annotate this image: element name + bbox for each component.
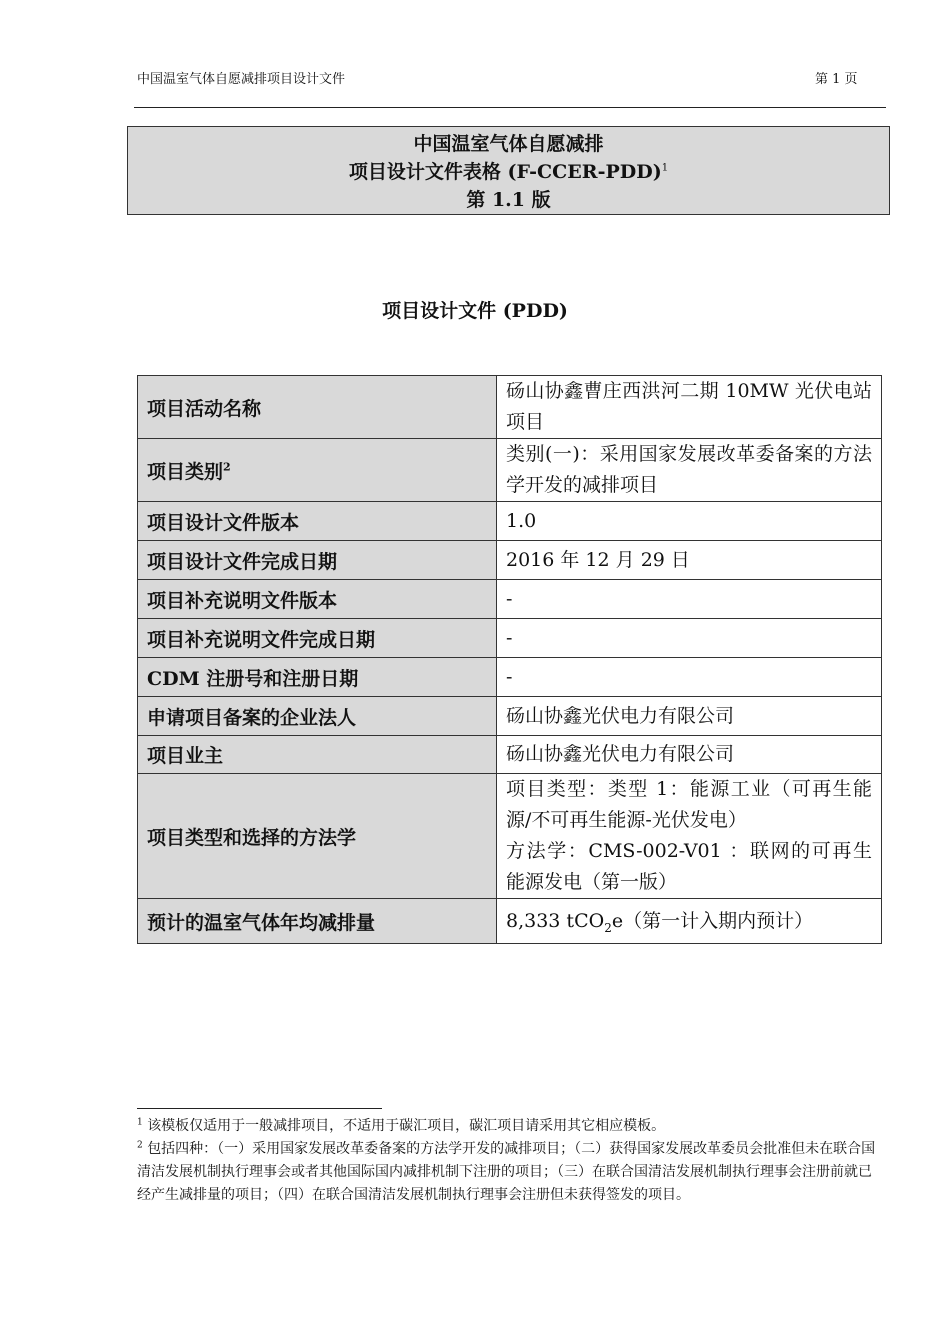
footnote-item: $^1$ 该模板仅适用于一般减排项目，不适用于碳汇项目，碳汇项目请采用其它相应模板。 xyxy=(137,1117,666,1134)
footnote-divider xyxy=(137,1108,382,1109)
table-row xyxy=(138,541,882,580)
table-row xyxy=(138,580,882,619)
row-label: 项目活动名称 xyxy=(138,376,497,439)
row-label: 预计的温室气体年均减排量 xyxy=(138,899,497,944)
footnote-ref-2: 2 xyxy=(223,460,231,474)
document-title: 项目设计文件 (PDD) xyxy=(382,300,568,322)
table-row xyxy=(138,502,882,541)
footnote-ref-1: 1 xyxy=(661,162,669,174)
form-version: 第 1.1 版 xyxy=(466,189,551,211)
row-label: 项目业主 xyxy=(138,736,497,774)
footnote-item: $^2$ 包括四种：（一）采用国家发展改革委备案的方法学开发的减排项目；（二）获得国家发展改革委员会批准但未在联合国清洁发展机制执行理事会或者其他国际国内减排机制下注册的项目；（三）在联合国清洁发展机制执行理事会注册前就已经产生减排量的项目；（四）在联合国清洁发展机制执行理事会注册但未获得签发的项目。 xyxy=(137,1140,876,1203)
row-value: 砀山协鑫曹庄西洪河二期 10MW 光伏电站项目 xyxy=(497,376,882,439)
page-number: 第 1 页 xyxy=(815,72,858,87)
methodology-text: 方法学：CMS-002-V01 ：联网的可再生能源发电（第一版） xyxy=(506,840,872,893)
header-divider xyxy=(134,107,886,108)
row-label: 项目补充说明文件完成日期 xyxy=(138,619,497,658)
row-label: 项目设计文件完成日期 xyxy=(138,541,497,580)
row-value: - xyxy=(497,619,882,658)
row-value: - xyxy=(497,658,882,697)
table-row xyxy=(138,736,882,774)
row-value: 1.0 xyxy=(497,502,882,541)
row-value: 2016 年 12 月 29 日 xyxy=(497,541,882,580)
table-row xyxy=(138,376,882,439)
row-label: 项目设计文件版本 xyxy=(138,502,497,541)
row-value: 砀山协鑫光伏电力有限公司 xyxy=(497,697,882,736)
project-type-text: 项目类型：类型 1：能源工业（可再生能源/不可再生能源-光伏发电） xyxy=(506,778,872,831)
form-title-line1: 中国温室气体自愿减排 xyxy=(413,133,604,155)
table-row xyxy=(138,439,882,502)
table-row xyxy=(138,658,882,697)
row-value xyxy=(497,774,882,899)
row-label: 项目补充说明文件版本 xyxy=(138,580,497,619)
form-title-box xyxy=(127,126,890,215)
footnotes xyxy=(137,1115,885,1207)
form-title-line2: 项目设计文件表格 (F-CCER-PDD)$^1$ xyxy=(348,161,669,183)
running-header-title: 中国温室气体自愿减排项目设计文件 xyxy=(137,72,346,87)
table-row xyxy=(138,774,882,899)
row-label: CDM 注册号和注册日期 xyxy=(138,658,497,697)
table-row xyxy=(138,899,882,944)
table-row xyxy=(138,619,882,658)
project-info-table xyxy=(137,375,882,944)
row-label: 项目类别$^2$ xyxy=(138,439,497,502)
row-label: 项目类型和选择的方法学 xyxy=(138,774,497,899)
table-row xyxy=(138,697,882,736)
row-label: 申请项目备案的企业法人 xyxy=(138,697,497,736)
row-value: 8,333 tCO$_2$e（第一计入期内预计） xyxy=(497,899,882,944)
row-value: - xyxy=(497,580,882,619)
row-value: 砀山协鑫光伏电力有限公司 xyxy=(497,736,882,774)
row-value: 类别(一)：采用国家发展改革委备案的方法学开发的减排项目 xyxy=(497,439,882,502)
